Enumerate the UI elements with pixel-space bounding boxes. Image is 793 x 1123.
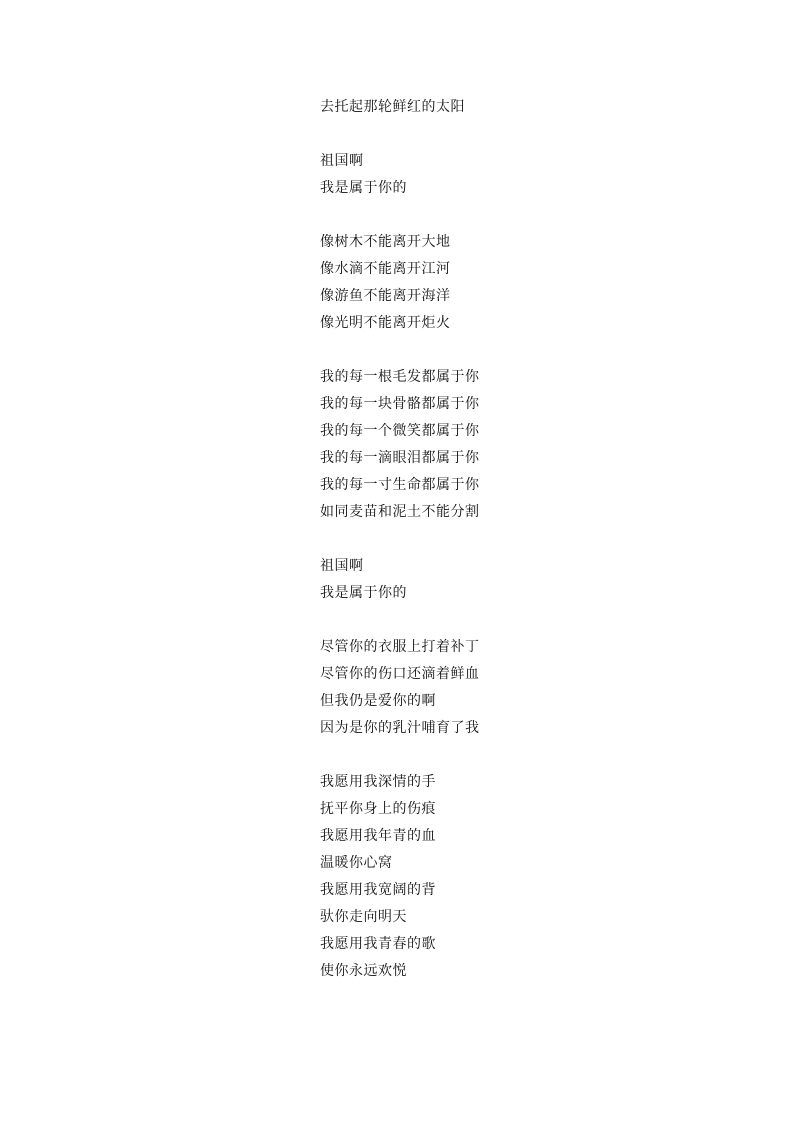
poem-line: 去托起那轮鲜红的太阳 — [320, 99, 465, 115]
poem-line: 像游鱼不能离开海洋 — [320, 288, 451, 304]
blank-line — [320, 337, 620, 364]
blank-line — [320, 607, 620, 634]
poem-line: 像光明不能离开炬火 — [320, 315, 451, 331]
poem-line: 我的每一个微笑都属于你 — [320, 423, 480, 439]
poem-line: 我的每一滴眼泪都属于你 — [320, 450, 480, 466]
blank-line — [320, 121, 620, 148]
poem-line: 我愿用我青春的歌 — [320, 936, 436, 952]
poem-line: 祖国啊 — [320, 153, 364, 169]
poem-line: 我是属于你的 — [320, 180, 407, 196]
poem-line: 我的每一根毛发都属于你 — [320, 369, 480, 385]
poem-line: 我的每一寸生命都属于你 — [320, 477, 480, 493]
poem-line: 我愿用我年青的血 — [320, 828, 436, 844]
poem-line: 我的每一块骨骼都属于你 — [320, 396, 480, 412]
poem-line: 我愿用我深情的手 — [320, 774, 436, 790]
poem-line: 驮你走向明天 — [320, 909, 407, 925]
poem-line: 我是属于你的 — [320, 585, 407, 601]
poem-line: 尽管你的伤口还滴着鲜血 — [320, 666, 480, 682]
poem-line: 像水滴不能离开江河 — [320, 261, 451, 277]
blank-line — [320, 526, 620, 553]
poem-line: 像树木不能离开大地 — [320, 234, 451, 250]
poem-line: 如同麦苗和泥土不能分割 — [320, 504, 480, 520]
blank-line — [320, 742, 620, 769]
poem-line: 但我仍是爱你的啊 — [320, 693, 436, 709]
poem-line: 温暖你心窝 — [320, 855, 393, 871]
poem-line: 使你永远欢悦 — [320, 963, 407, 979]
poem-body — [320, 94, 620, 985]
poem-line: 尽管你的衣服上打着补丁 — [320, 639, 480, 655]
poem-line: 因为是你的乳汁哺育了我 — [320, 720, 480, 736]
blank-line — [320, 202, 620, 229]
poem-line: 我愿用我宽阔的背 — [320, 882, 436, 898]
poem-line: 抚平你身上的伤痕 — [320, 801, 436, 817]
poem-line: 祖国啊 — [320, 558, 364, 574]
